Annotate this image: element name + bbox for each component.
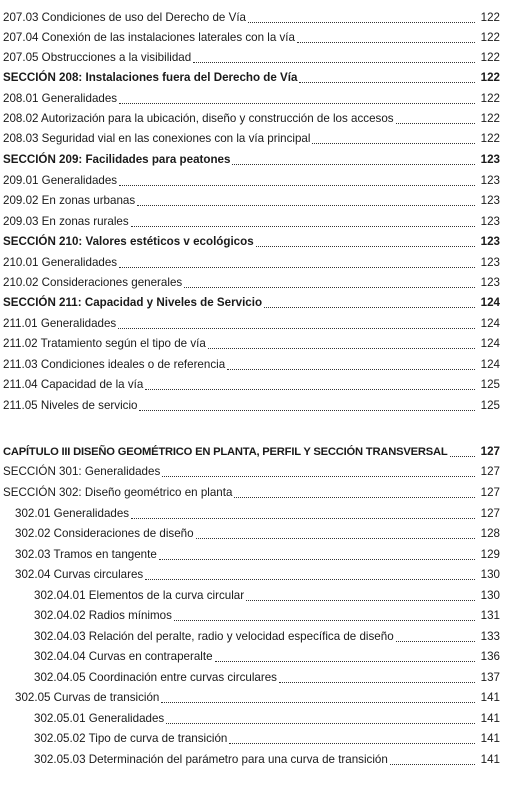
toc-entry-title: 302.02 Consideraciones de diseño bbox=[15, 524, 196, 544]
toc-entry-title: 211.02 Tratamiento según el tipo de vía bbox=[3, 334, 208, 354]
toc-page-number: 128 bbox=[480, 527, 500, 540]
toc-page-number: 123 bbox=[480, 153, 500, 166]
toc-page-number: 123 bbox=[480, 174, 500, 187]
toc-row bbox=[0, 504, 500, 524]
toc-dot-leader bbox=[279, 668, 475, 688]
toc-dot-leader bbox=[227, 355, 475, 375]
toc-entry-title: 302.01 Generalidades bbox=[15, 504, 131, 524]
toc-dot-leader bbox=[159, 545, 475, 565]
toc-row bbox=[0, 355, 500, 375]
toc-section-row bbox=[0, 150, 500, 170]
toc-entry-title: 208.03 Seguridad vial en las conexiones con la vía principal bbox=[3, 129, 312, 149]
toc-page-number: 141 bbox=[480, 691, 500, 704]
toc-page-number: 124 bbox=[480, 358, 500, 371]
toc-page-number: 129 bbox=[480, 548, 500, 561]
toc-page-number: 124 bbox=[480, 317, 500, 330]
toc-row bbox=[0, 253, 500, 273]
toc-dot-leader bbox=[215, 647, 475, 667]
toc-entry-title: 302.05.02 Tipo de curva de transición bbox=[34, 729, 229, 749]
toc-row bbox=[0, 729, 500, 749]
toc-entry-title: SECCIÓN 302: Diseño geométrico en planta bbox=[3, 483, 234, 503]
toc-page-number: 127 bbox=[480, 465, 500, 478]
toc-dot-leader bbox=[145, 375, 475, 395]
toc-page-number: 133 bbox=[480, 630, 500, 643]
toc-page-number: 122 bbox=[480, 132, 500, 145]
toc-entry-title: 302.05.03 Determinación del parámetro para una curva de transición bbox=[34, 750, 390, 770]
toc-page-number: 122 bbox=[480, 112, 500, 125]
toc-row bbox=[0, 647, 500, 667]
toc-chapter-row bbox=[0, 442, 500, 462]
toc-dot-leader bbox=[131, 212, 475, 232]
toc-row bbox=[0, 524, 500, 544]
toc-row bbox=[0, 334, 500, 354]
toc-dot-leader bbox=[297, 28, 475, 48]
toc-page-number: 122 bbox=[480, 71, 500, 84]
toc-entry-title: 210.02 Consideraciones generales bbox=[3, 273, 184, 293]
toc-dot-leader bbox=[119, 253, 475, 273]
toc-dot-leader bbox=[119, 89, 475, 109]
toc-entry-title: SECCIÓN 209: Facilidades para peatones bbox=[3, 150, 232, 170]
toc-dot-leader bbox=[264, 293, 475, 313]
toc-page-number: 123 bbox=[480, 215, 500, 228]
toc-dot-leader bbox=[145, 565, 475, 585]
toc-row bbox=[0, 396, 500, 416]
toc-dot-leader bbox=[299, 68, 475, 88]
toc-row bbox=[0, 565, 500, 585]
toc-row bbox=[0, 48, 500, 68]
toc-row bbox=[0, 8, 500, 28]
toc-entry-title: 302.04.01 Elementos de la curva circular bbox=[34, 586, 246, 606]
toc-entry-title: SECCIÓN 210: Valores estéticos v ecológicos bbox=[3, 232, 256, 252]
toc-entry-title: 209.02 En zonas urbanas bbox=[3, 191, 137, 211]
toc-dot-leader bbox=[248, 8, 475, 28]
toc-row bbox=[0, 606, 500, 626]
toc-page-number: 127 bbox=[480, 486, 500, 499]
toc-page-number: 122 bbox=[480, 51, 500, 64]
toc-row bbox=[0, 688, 500, 708]
toc-row bbox=[0, 129, 500, 149]
toc-dot-leader bbox=[118, 314, 475, 334]
toc-page-number: 123 bbox=[480, 276, 500, 289]
toc-entry-title: 209.01 Generalidades bbox=[3, 171, 119, 191]
toc-row bbox=[0, 545, 500, 565]
toc-page-number: 125 bbox=[480, 399, 500, 412]
toc-row bbox=[0, 750, 500, 770]
toc-entry-title: SECCIÓN 301: Generalidades bbox=[3, 462, 162, 482]
toc-dot-leader bbox=[246, 586, 475, 606]
toc-row bbox=[0, 109, 500, 129]
toc-entry-title: SECCIÓN 211: Capacidad y Niveles de Servicio bbox=[3, 293, 264, 313]
toc-entry-title: 302.03 Tramos en tangente bbox=[15, 545, 159, 565]
toc-entry-title: 208.02 Autorización para la ubicación, diseño y construcción de los accesos bbox=[3, 109, 396, 129]
toc-row bbox=[0, 171, 500, 191]
toc-row bbox=[0, 28, 500, 48]
toc-page-number: 127 bbox=[480, 507, 500, 520]
toc-row bbox=[0, 191, 500, 211]
toc-page-number: 123 bbox=[480, 256, 500, 269]
toc-entry-title: 211.04 Capacidad de la vía bbox=[3, 375, 145, 395]
toc-entry-title: 302.04.02 Radios mínimos bbox=[34, 606, 174, 626]
toc-page-number: 131 bbox=[480, 609, 500, 622]
toc-row bbox=[0, 375, 500, 395]
toc-row bbox=[0, 586, 500, 606]
toc-row bbox=[0, 273, 500, 293]
toc-dot-leader bbox=[174, 606, 475, 626]
toc-page-number: 125 bbox=[480, 378, 500, 391]
toc-entry-title: 208.01 Generalidades bbox=[3, 89, 119, 109]
toc-entry-title: 302.04.03 Relación del peralte, radio y velocidad específica de diseño bbox=[34, 627, 396, 647]
toc-dot-leader bbox=[232, 150, 475, 170]
toc-entry-title: 211.05 Niveles de servicio bbox=[3, 396, 139, 416]
toc-row bbox=[0, 212, 500, 232]
toc-section-row bbox=[0, 293, 500, 313]
toc-dot-leader bbox=[229, 729, 475, 749]
toc-dot-leader bbox=[234, 483, 475, 503]
toc-dot-leader bbox=[131, 504, 475, 524]
toc-entry-title: 302.04.05 Coordinación entre curvas circulares bbox=[34, 668, 279, 688]
toc-entry-title: 207.04 Conexión de las instalaciones laterales con la vía bbox=[3, 28, 297, 48]
toc-dot-leader bbox=[193, 48, 475, 68]
toc-dot-leader bbox=[137, 191, 475, 211]
toc-page-number: 122 bbox=[480, 11, 500, 24]
toc-dot-leader bbox=[396, 109, 475, 129]
toc-entry-title: 302.05 Curvas de transición bbox=[15, 688, 161, 708]
toc-page-number: 123 bbox=[480, 235, 500, 248]
toc-entry-title: 302.04 Curvas circulares bbox=[15, 565, 145, 585]
toc-section-row bbox=[0, 232, 500, 252]
toc-entry-title: CAPÍTULO III DISEÑO GEOMÉTRICO EN PLANTA, PERFIL Y SECCIÓN TRANSVERSAL bbox=[3, 442, 450, 462]
toc-dot-leader bbox=[119, 171, 475, 191]
toc-page-number: 127 bbox=[480, 445, 500, 458]
toc-page-number: 124 bbox=[480, 337, 500, 350]
toc-entry-title: 207.03 Condiciones de uso del Derecho de Vía bbox=[3, 8, 248, 28]
toc-row bbox=[0, 462, 500, 482]
toc-row bbox=[0, 668, 500, 688]
toc-dot-leader bbox=[450, 442, 475, 462]
toc-page-number: 141 bbox=[480, 712, 500, 725]
toc-page-number: 122 bbox=[480, 31, 500, 44]
toc-dot-leader bbox=[161, 688, 475, 708]
toc-page-number: 130 bbox=[480, 568, 500, 581]
toc-entry-title: 302.05.01 Generalidades bbox=[34, 709, 166, 729]
toc-dot-leader bbox=[162, 462, 475, 482]
toc-page-number: 141 bbox=[480, 753, 500, 766]
toc-entry-title: SECCIÓN 208: Instalaciones fuera del Derecho de Vía bbox=[3, 68, 299, 88]
toc-dot-leader bbox=[256, 232, 475, 252]
toc-page-number: 122 bbox=[480, 92, 500, 105]
toc-entry-title: 211.01 Generalidades bbox=[3, 314, 118, 334]
toc-row bbox=[0, 314, 500, 334]
toc-entry-title: 210.01 Generalidades bbox=[3, 253, 119, 273]
toc-row bbox=[0, 709, 500, 729]
toc-dot-leader bbox=[208, 334, 475, 354]
toc-row bbox=[0, 89, 500, 109]
toc-entry-title: 207.05 Obstrucciones a la visibilidad bbox=[3, 48, 193, 68]
toc-page-number: 130 bbox=[480, 589, 500, 602]
toc-page-number: 136 bbox=[480, 650, 500, 663]
toc-dot-leader bbox=[312, 129, 475, 149]
toc-entry-title: 211.03 Condiciones ideales o de referencia bbox=[3, 355, 227, 375]
toc-page-number: 123 bbox=[480, 194, 500, 207]
toc-page-number: 137 bbox=[480, 671, 500, 684]
toc-page-number: 141 bbox=[480, 732, 500, 745]
toc-dot-leader bbox=[184, 273, 475, 293]
toc-dot-leader bbox=[139, 396, 475, 416]
toc-row bbox=[0, 627, 500, 647]
toc-page-number: 124 bbox=[480, 296, 500, 309]
toc-entry-title: 209.03 En zonas rurales bbox=[3, 212, 131, 232]
toc-dot-leader bbox=[390, 750, 475, 770]
toc-row bbox=[0, 483, 500, 503]
toc-dot-leader bbox=[196, 524, 475, 544]
toc-dot-leader bbox=[166, 709, 475, 729]
toc-dot-leader bbox=[396, 627, 475, 647]
toc-section-row bbox=[0, 68, 500, 88]
toc-entry-title: 302.04.04 Curvas en contraperalte bbox=[34, 647, 215, 667]
